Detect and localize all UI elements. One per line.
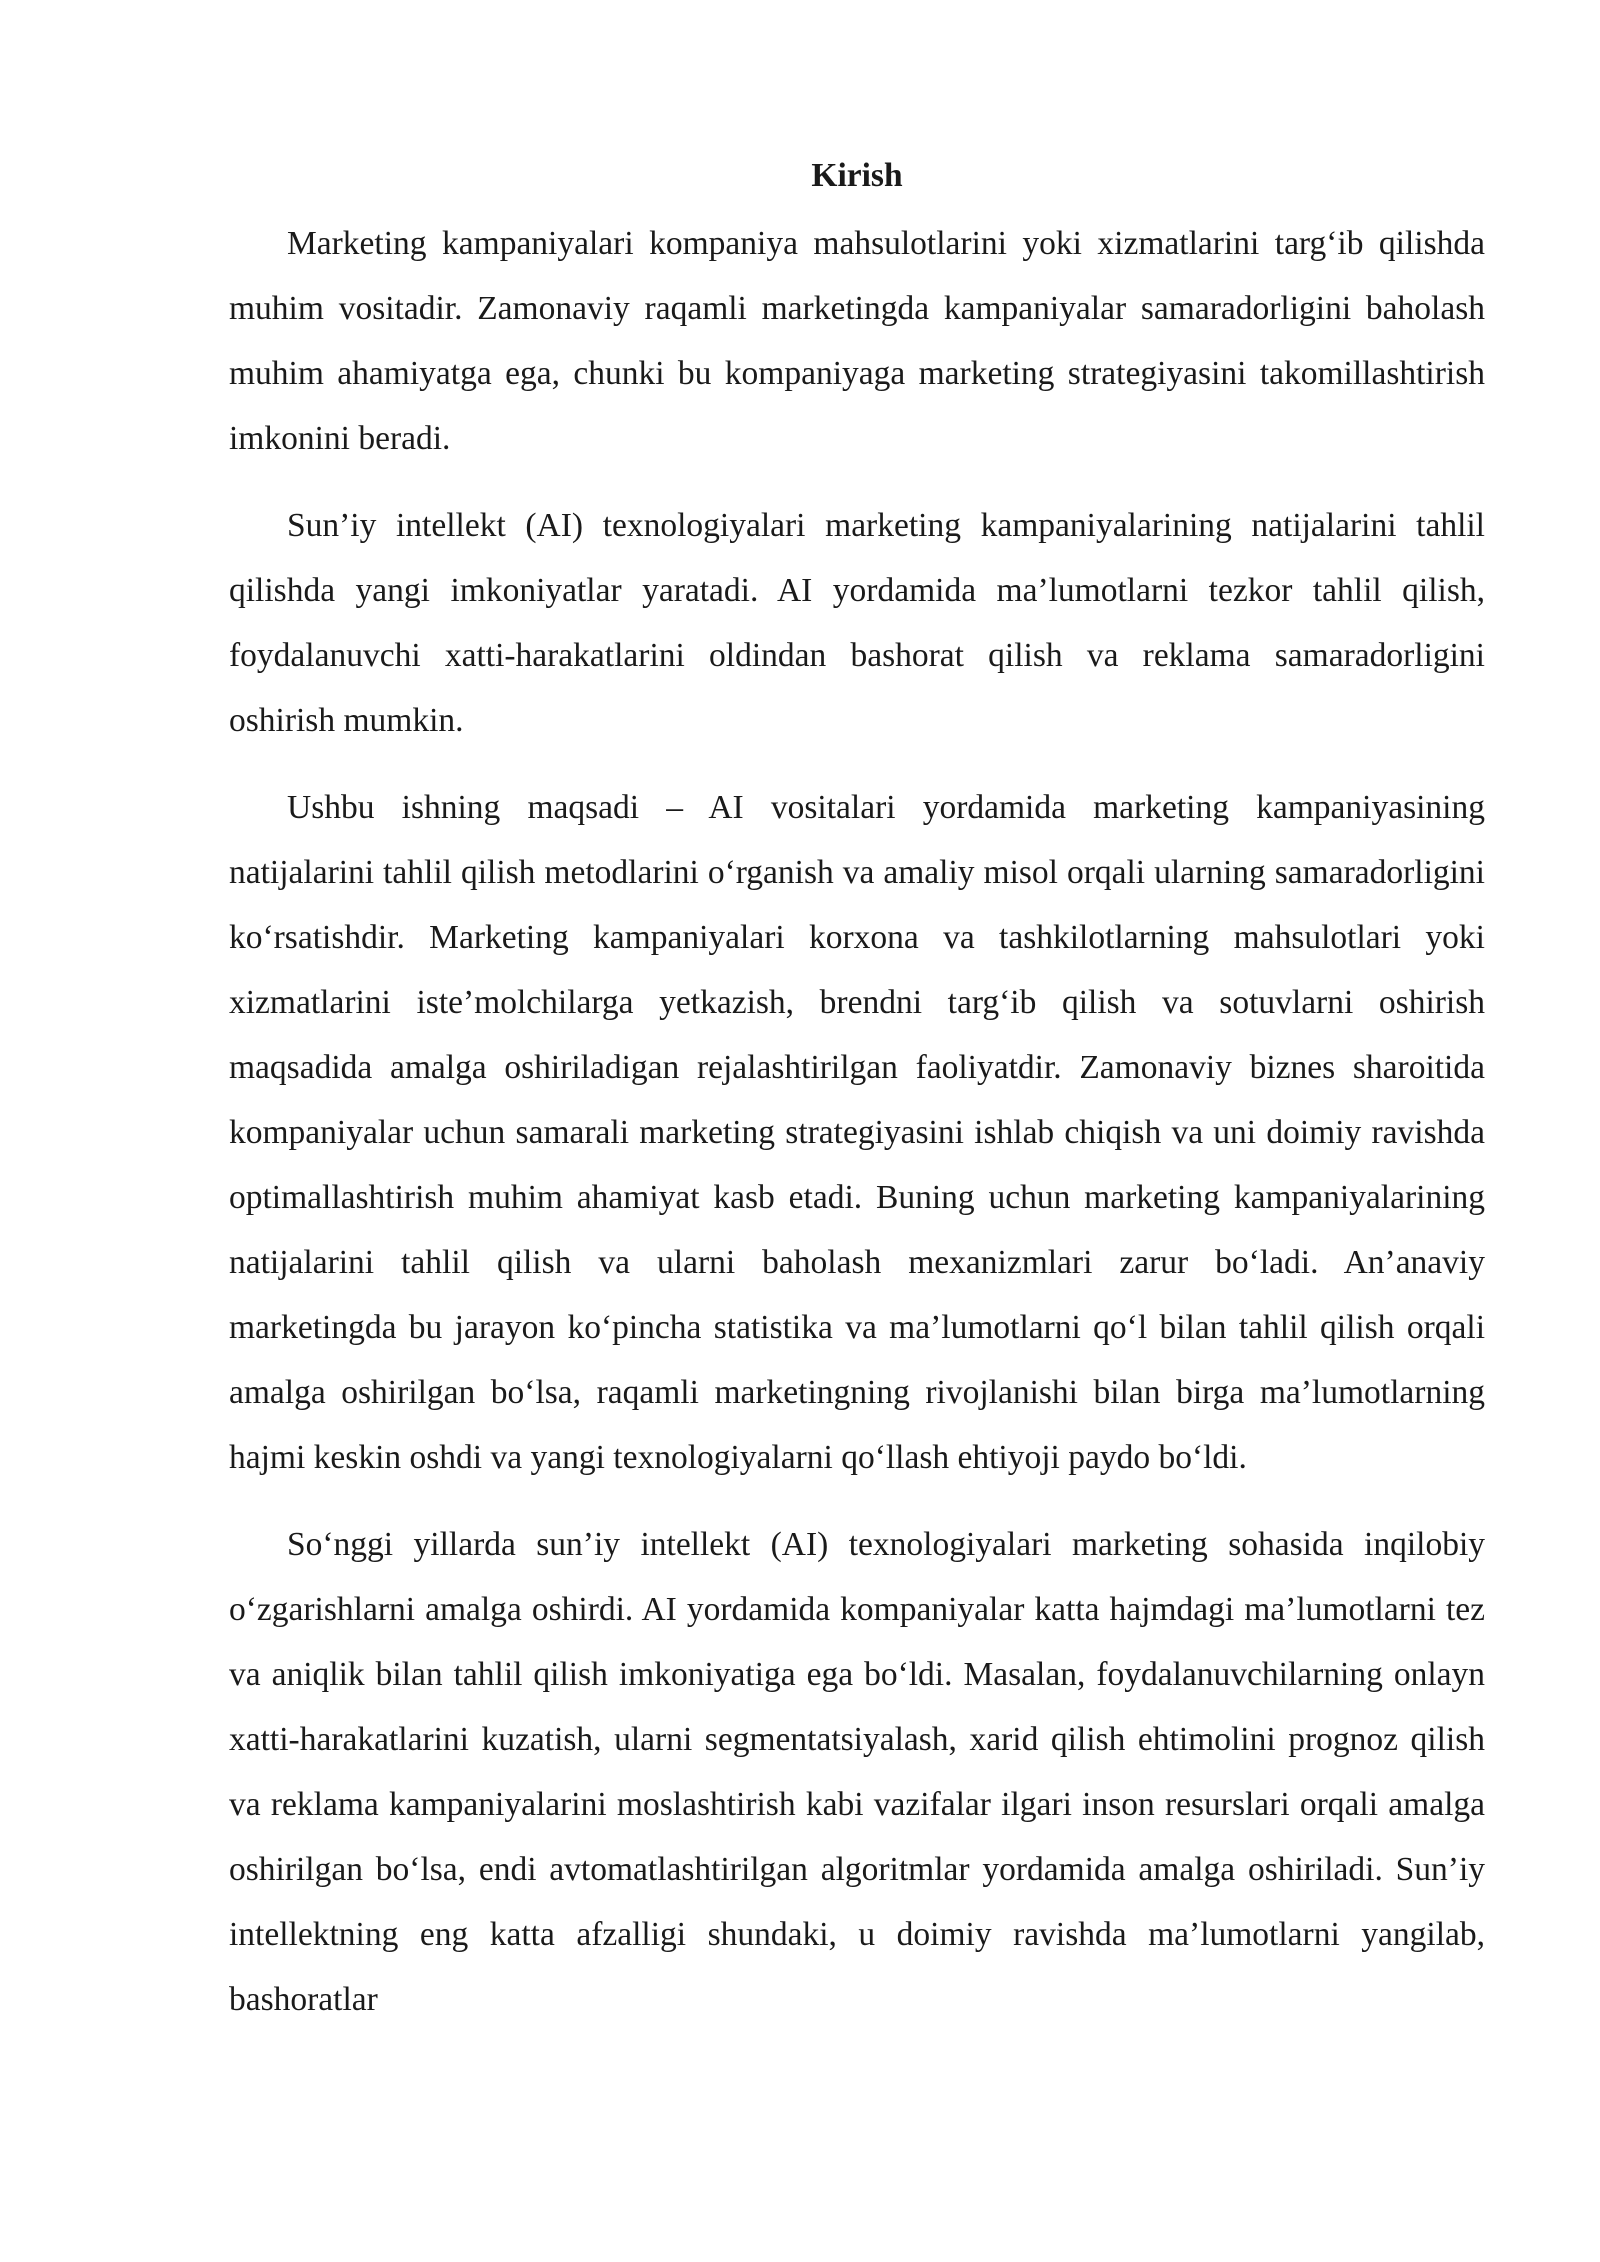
paragraph-1: Marketing kampaniyalari kompaniya mahsulotlarini yoki xizmatlarini targ‘ib qilishda muhim vositadir. Zamonaviy raqamli marketingda kampaniyalar samaradorligini baholash muhim ahamiyatga ega, chunki bu kompaniyaga marketing strategiyasini takomillashtirish imkonini beradi. [229, 225, 1485, 457]
paragraph-3: Ushbu ishning maqsadi – AI vositalari yordamida marketing kampaniyasining natijalarini tahlil qilish metodlarini o‘rganish va amaliy misol orqali ularning samaradorligini ko‘rsatishdir. Marketing kampaniyalari korxona va tashkilotlarning mahsulotlari yoki xizmatlarini iste’molchilarga yetkazish, brendni targ‘ib qilish va sotuvlarni oshirish maqsadida amalga oshiriladigan rejalashtirilgan faoliyatdir. Zamonaviy biznes sharoitida kompaniyalar uchun samarali marketing strategiyasini ishlab chiqish va uni doimiy ravishda optimallashtirish muhim ahamiyat kasb etadi. Buning uchun marketing kampaniyalarining natijalarini tahlil qilish va ularni baholash mexanizmlari zarur bo‘ladi. An’anaviy marketingda bu jarayon ko‘pincha statistika va ma’lumotlarni qo‘l bilan tahlil qilish orqali amalga oshirilgan bo‘lsa, raqamli marketingning rivojlanishi bilan birga ma’lumotlarning hajmi keskin oshdi va yangi texnologiyalarni qo‘llash ehtiyoji paydo bo‘ldi. [229, 789, 1485, 1476]
paragraph-2: Sun’iy intellekt (AI) texnologiyalari marketing kampaniyalarining natijalarini tahlil qilishda yangi imkoniyatlar yaratadi. AI yordamida ma’lumotlarni tezkor tahlil qilish, foydalanuvchi xatti-harakatlarini oldindan bashorat qilish va reklama samaradorligini oshirish mumkin. [229, 507, 1485, 739]
paragraph-4: So‘nggi yillarda sun’iy intellekt (AI) texnologiyalari marketing sohasida inqilobiy o‘zgarishlarni amalga oshirdi. AI yordamida kompaniyalar katta hajmdagi ma’lumotlarni tez va aniqlik bilan tahlil qilish imkoniyatiga ega bo‘ldi. Masalan, foydalanuvchilarning onlayn xatti-harakatlarini kuzatish, ularni segmentatsiyalash, xarid qilish ehtimolini prognoz qilish va reklama kampaniyalarini moslashtirish kabi vazifalar ilgari inson resurslari orqali amalga oshirilgan bo‘lsa, endi avtomatlashtirilgan algoritmlar yordamida amalga oshiriladi. Sun’iy intellektning eng katta afzalligi shundaki, u doimiy ravishda ma’lumotlarni yangilab, bashoratlar [229, 1526, 1485, 2018]
page-title: Kirish [811, 157, 903, 194]
document-body [229, 148, 1485, 2054]
